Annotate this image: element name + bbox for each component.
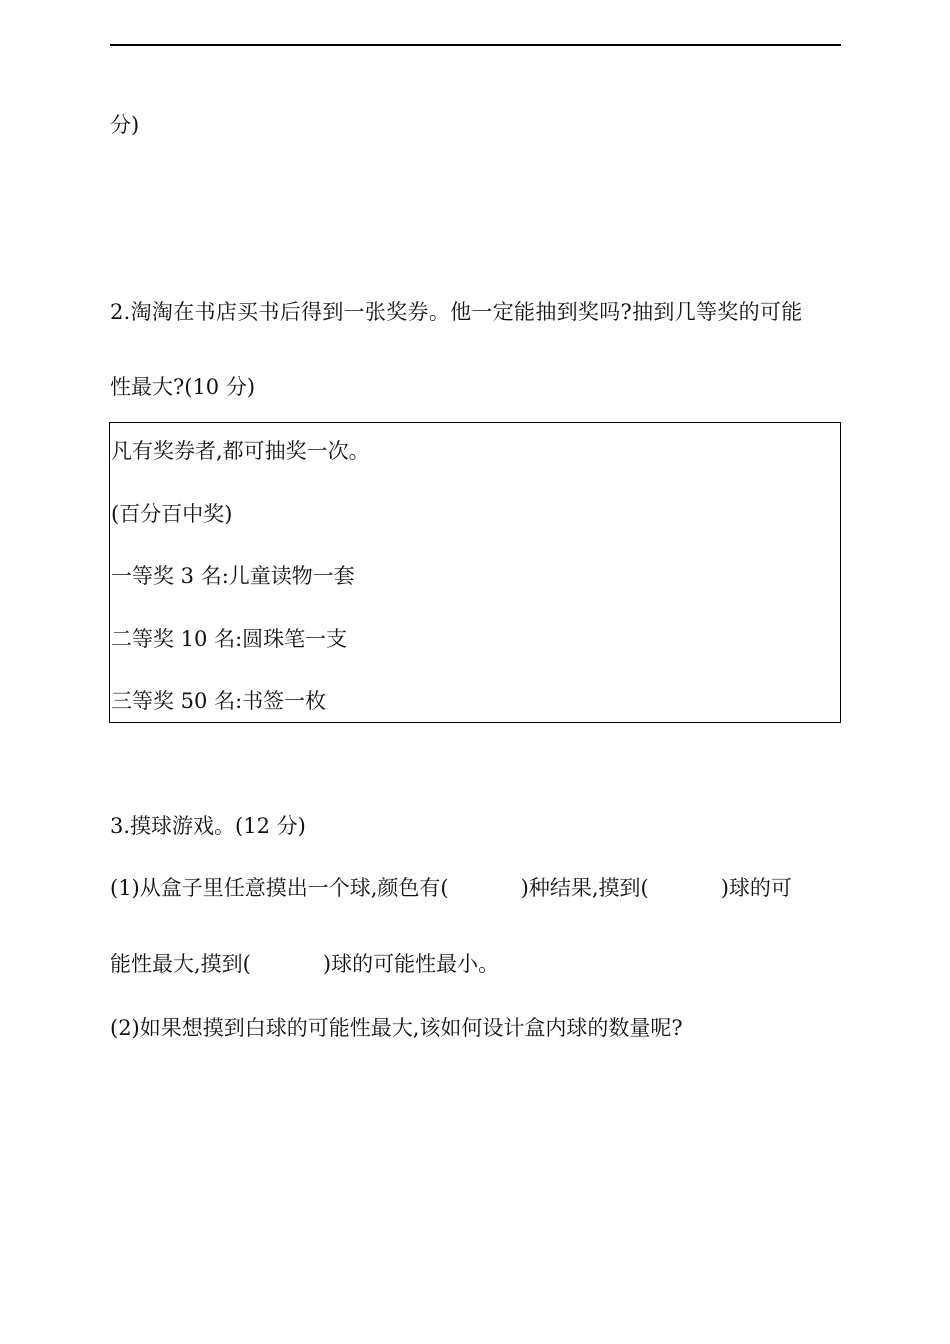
part-1-text-a: (1)从盒子里任意摸出一个球,颜色有( <box>110 876 449 900</box>
prize-third: 三等奖 50 名:书签一枚 <box>111 689 327 713</box>
question-2-line-1: 2.淘淘在书店买书后得到一张奖券。他一定能抽到奖吗?抽到几等奖的可能 <box>110 300 803 324</box>
notice-note: (百分百中奖) <box>111 502 233 526</box>
part-1-text-d: 能性最大,摸到( <box>110 952 251 976</box>
header-rule <box>110 44 841 46</box>
question-3-part-2: (2)如果想摸到白球的可能性最大,该如何设计盒内球的数量呢? <box>110 1016 683 1040</box>
prize-first: 一等奖 3 名:儿童读物一套 <box>111 564 355 588</box>
continuation-text: 分) <box>110 113 140 137</box>
part-1-text-e: )球的可能性最小。 <box>322 952 500 976</box>
question-3-part-1-line-1 <box>110 874 792 902</box>
part-1-text-c: )球的可 <box>720 876 792 900</box>
part-1-text-b: )种结果,摸到( <box>520 876 649 900</box>
question-3-title: 3.摸球游戏。(12 分) <box>110 814 306 838</box>
question-2-line-2: 性最大?(10 分) <box>110 375 256 399</box>
prize-second: 二等奖 10 名:圆珠笔一支 <box>111 627 348 651</box>
notice-intro: 凡有奖券者,都可抽奖一次。 <box>111 439 370 463</box>
prize-notice-box <box>109 422 841 723</box>
question-3-part-1-line-2 <box>110 950 499 978</box>
